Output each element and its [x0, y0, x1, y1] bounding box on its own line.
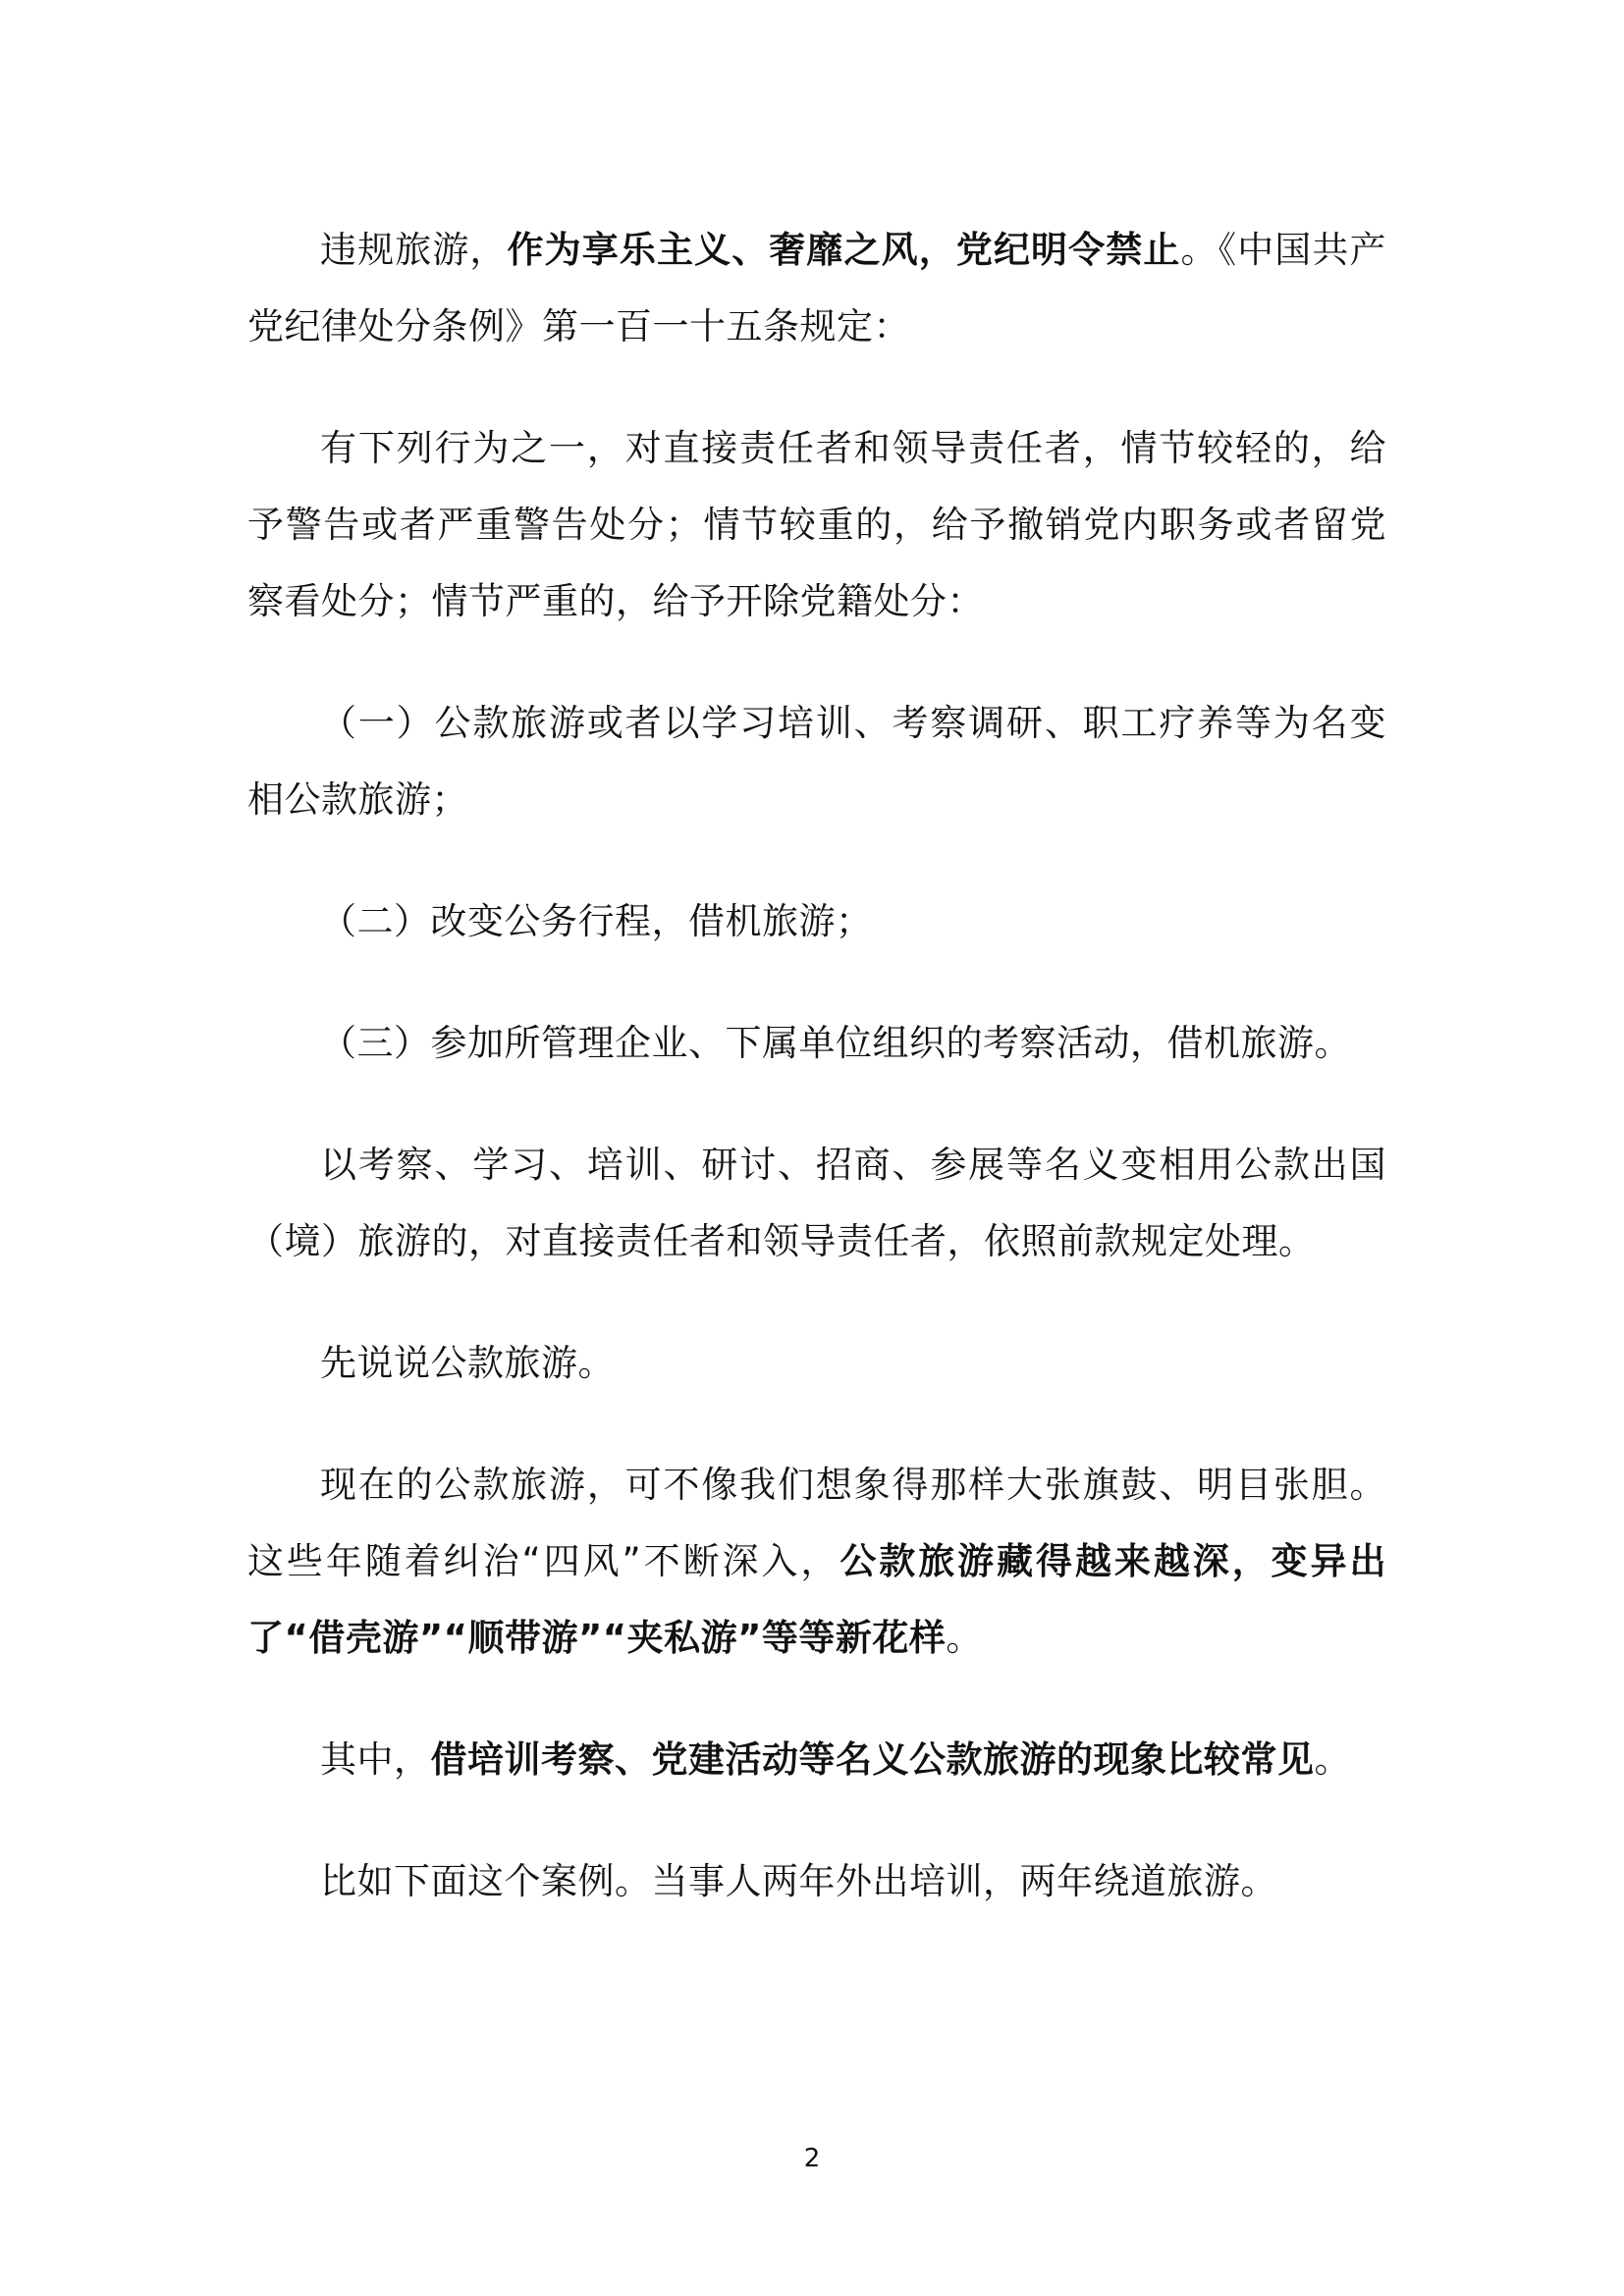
document-body [247, 212, 1386, 1965]
text-run: 。《中国共产党纪律处分条例》第一百一十五条规定： [247, 229, 1387, 347]
text-run: 其中， [320, 1738, 431, 1781]
text-run: （一）公款旅游或者以学习培训、考察调研、职工疗养等为名变相公款旅游； [247, 702, 1386, 821]
text-run: 。 [946, 1617, 983, 1659]
text-run: 比如下面这个案例。当事人两年外出培训，两年绕道旅游。 [320, 1860, 1277, 1902]
text-run: 先说说公款旅游。 [320, 1342, 615, 1384]
paragraph-7 [247, 1325, 1386, 1402]
paragraph-6 [247, 1127, 1386, 1280]
text-run: 现在的公款旅游，可不像我们想象得那样大张旗鼓、明目张胆。这些年随着纠治“四风”不断深入， [247, 1464, 1386, 1582]
paragraph-1 [247, 212, 1386, 365]
page-number: 2 [803, 2144, 821, 2173]
paragraph-10 [247, 1843, 1386, 1920]
text-run: 以考察、学习、培训、研讨、招商、参展等名义变相用公款出国（境）旅游的，对直接责任者和领导责任者，依照前款规定处理。 [247, 1144, 1386, 1262]
text-run: 有下列行为之一，对直接责任者和领导责任者，情节较轻的，给予警告或者严重警告处分；情节较重的，给予撤销党内职务或者留党察看处分；情节严重的，给予开除党籍处分： [247, 427, 1386, 622]
bold-text-run: 公款旅游藏得越来越深，变异出了“借壳游”“顺带游”“夹私游”等等新花样 [247, 1540, 1387, 1659]
paragraph-4 [247, 883, 1386, 960]
bold-text-run: 借培训考察、党建活动等名义公款旅游的现象比较常见 [430, 1738, 1315, 1781]
paragraph-9 [247, 1722, 1386, 1798]
text-run: （三）参加所管理企业、下属单位组织的考察活动，借机旅游。 [320, 1022, 1351, 1064]
paragraph-3 [247, 685, 1386, 838]
text-run: （二）改变公务行程，借机旅游； [320, 900, 873, 942]
paragraph-2 [247, 410, 1386, 640]
text-run: 。 [1314, 1738, 1351, 1781]
text-run: 违规旅游， [320, 229, 508, 271]
bold-text-run: 作为享乐主义、奢靡之风，党纪明令禁止 [507, 229, 1181, 271]
paragraph-5 [247, 1005, 1386, 1082]
paragraph-8 [247, 1447, 1386, 1677]
